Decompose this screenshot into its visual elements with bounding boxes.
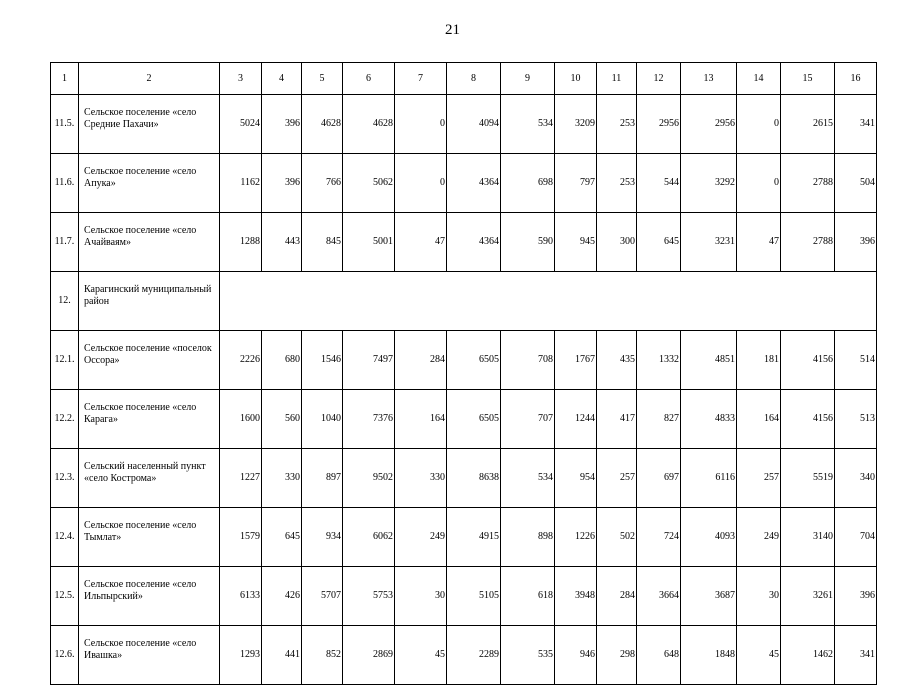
table-cell: 341 bbox=[835, 95, 877, 154]
table-cell: 2289 bbox=[447, 626, 501, 685]
table-cell: 47 bbox=[395, 213, 447, 272]
header-row bbox=[51, 63, 877, 95]
row-number: 12.6. bbox=[51, 626, 79, 685]
row-name: Сельское поселение «село Средние Пахачи» bbox=[79, 95, 220, 154]
table-cell: 3231 bbox=[681, 213, 737, 272]
column-header: 11 bbox=[597, 63, 637, 95]
table-cell: 5062 bbox=[343, 154, 395, 213]
table-cell: 4915 bbox=[447, 508, 501, 567]
table-cell: 30 bbox=[737, 567, 781, 626]
table-cell: 9502 bbox=[343, 449, 395, 508]
column-header: 5 bbox=[302, 63, 343, 95]
table-cell: 797 bbox=[555, 154, 597, 213]
column-header: 15 bbox=[781, 63, 835, 95]
column-header: 3 bbox=[220, 63, 262, 95]
table-cell: 1332 bbox=[637, 331, 681, 390]
table-cell: 4628 bbox=[302, 95, 343, 154]
table-cell: 2956 bbox=[637, 95, 681, 154]
table-cell: 704 bbox=[835, 508, 877, 567]
row-number: 12.5. bbox=[51, 567, 79, 626]
table-row bbox=[51, 449, 877, 508]
table-cell: 1546 bbox=[302, 331, 343, 390]
row-name: Сельское поселение «село Карага» bbox=[79, 390, 220, 449]
table-cell: 724 bbox=[637, 508, 681, 567]
table-cell: 4156 bbox=[781, 331, 835, 390]
table-cell: 4833 bbox=[681, 390, 737, 449]
table-cell: 1162 bbox=[220, 154, 262, 213]
table-cell: 897 bbox=[302, 449, 343, 508]
table-cell: 766 bbox=[302, 154, 343, 213]
table-cell: 2226 bbox=[220, 331, 262, 390]
table-cell: 1288 bbox=[220, 213, 262, 272]
table-cell: 618 bbox=[501, 567, 555, 626]
table-cell: 1579 bbox=[220, 508, 262, 567]
table-cell: 4628 bbox=[343, 95, 395, 154]
table-cell: 954 bbox=[555, 449, 597, 508]
table-cell: 504 bbox=[835, 154, 877, 213]
column-header: 1 bbox=[51, 63, 79, 95]
table-cell: 396 bbox=[262, 154, 302, 213]
table-cell: 396 bbox=[262, 95, 302, 154]
row-name: Сельское поселение «село Ачайваям» bbox=[79, 213, 220, 272]
table-cell: 3209 bbox=[555, 95, 597, 154]
table-cell: 257 bbox=[737, 449, 781, 508]
table-cell: 707 bbox=[501, 390, 555, 449]
table-cell: 2956 bbox=[681, 95, 737, 154]
row-name: Сельское поселение «поселок Оссора» bbox=[79, 331, 220, 390]
table-cell: 560 bbox=[262, 390, 302, 449]
table-cell: 300 bbox=[597, 213, 637, 272]
table-cell: 340 bbox=[835, 449, 877, 508]
row-number: 11.7. bbox=[51, 213, 79, 272]
table-cell: 2788 bbox=[781, 213, 835, 272]
table-cell: 698 bbox=[501, 154, 555, 213]
column-header: 7 bbox=[395, 63, 447, 95]
table-cell: 4093 bbox=[681, 508, 737, 567]
table-cell: 396 bbox=[835, 213, 877, 272]
table-cell: 5707 bbox=[302, 567, 343, 626]
table-cell: 827 bbox=[637, 390, 681, 449]
column-header: 2 bbox=[79, 63, 220, 95]
table-cell: 5001 bbox=[343, 213, 395, 272]
table-cell: 708 bbox=[501, 331, 555, 390]
table-cell: 284 bbox=[395, 331, 447, 390]
table-cell: 502 bbox=[597, 508, 637, 567]
table-cell: 4364 bbox=[447, 154, 501, 213]
table-cell: 45 bbox=[737, 626, 781, 685]
table-cell: 697 bbox=[637, 449, 681, 508]
table-cell: 4156 bbox=[781, 390, 835, 449]
table-cell: 645 bbox=[262, 508, 302, 567]
table-cell: 6505 bbox=[447, 390, 501, 449]
table-cell: 30 bbox=[395, 567, 447, 626]
row-number: 12.3. bbox=[51, 449, 79, 508]
table-cell: 298 bbox=[597, 626, 637, 685]
table-cell: 0 bbox=[737, 154, 781, 213]
column-header: 12 bbox=[637, 63, 681, 95]
row-number: 11.6. bbox=[51, 154, 79, 213]
table-cell: 164 bbox=[395, 390, 447, 449]
table-row bbox=[51, 508, 877, 567]
table-cell: 1293 bbox=[220, 626, 262, 685]
table-cell: 1226 bbox=[555, 508, 597, 567]
table-cell: 341 bbox=[835, 626, 877, 685]
table-row bbox=[51, 213, 877, 272]
row-name: Сельское поселение «село Ивашка» bbox=[79, 626, 220, 685]
table-cell: 257 bbox=[597, 449, 637, 508]
table-cell: 2869 bbox=[343, 626, 395, 685]
table-cell: 0 bbox=[395, 154, 447, 213]
table-cell: 443 bbox=[262, 213, 302, 272]
column-header: 6 bbox=[343, 63, 395, 95]
row-name: Карагинский муниципальный район bbox=[79, 272, 220, 331]
table-cell: 0 bbox=[395, 95, 447, 154]
table-cell: 5519 bbox=[781, 449, 835, 508]
row-number: 12.1. bbox=[51, 331, 79, 390]
table-cell: 253 bbox=[597, 95, 637, 154]
table-cell: 544 bbox=[637, 154, 681, 213]
data-table bbox=[50, 62, 877, 685]
table-cell: 435 bbox=[597, 331, 637, 390]
table-cell: 2615 bbox=[781, 95, 835, 154]
table-cell: 7376 bbox=[343, 390, 395, 449]
table-row bbox=[51, 331, 877, 390]
table-cell: 0 bbox=[737, 95, 781, 154]
column-header: 9 bbox=[501, 63, 555, 95]
column-header: 10 bbox=[555, 63, 597, 95]
table-cell: 6116 bbox=[681, 449, 737, 508]
table-cell: 5753 bbox=[343, 567, 395, 626]
column-header: 14 bbox=[737, 63, 781, 95]
table-cell: 845 bbox=[302, 213, 343, 272]
row-number: 12.2. bbox=[51, 390, 79, 449]
table-cell: 6505 bbox=[447, 331, 501, 390]
table-cell: 164 bbox=[737, 390, 781, 449]
row-number: 12.4. bbox=[51, 508, 79, 567]
table-row bbox=[51, 567, 877, 626]
table-row bbox=[51, 626, 877, 685]
table-cell: 1462 bbox=[781, 626, 835, 685]
row-name: Сельское поселение «село Ильпырский» bbox=[79, 567, 220, 626]
table-cell: 441 bbox=[262, 626, 302, 685]
table-cell: 852 bbox=[302, 626, 343, 685]
table-cell: 5024 bbox=[220, 95, 262, 154]
table-cell: 898 bbox=[501, 508, 555, 567]
table-cell: 417 bbox=[597, 390, 637, 449]
table-cell: 249 bbox=[737, 508, 781, 567]
row-name: Сельское поселение «село Тымлат» bbox=[79, 508, 220, 567]
table-cell: 514 bbox=[835, 331, 877, 390]
table-cell: 4094 bbox=[447, 95, 501, 154]
table-cell: 945 bbox=[555, 213, 597, 272]
table-cell: 1600 bbox=[220, 390, 262, 449]
table-cell: 45 bbox=[395, 626, 447, 685]
empty-cell bbox=[220, 272, 877, 331]
table-row bbox=[51, 272, 877, 331]
table-cell: 396 bbox=[835, 567, 877, 626]
table-cell: 3292 bbox=[681, 154, 737, 213]
table-cell: 2788 bbox=[781, 154, 835, 213]
table-cell: 6062 bbox=[343, 508, 395, 567]
table-cell: 1227 bbox=[220, 449, 262, 508]
table-cell: 3140 bbox=[781, 508, 835, 567]
table-cell: 1040 bbox=[302, 390, 343, 449]
table-cell: 7497 bbox=[343, 331, 395, 390]
column-header: 13 bbox=[681, 63, 737, 95]
row-name: Сельское поселение «село Апука» bbox=[79, 154, 220, 213]
table-cell: 3664 bbox=[637, 567, 681, 626]
page-number: 21 bbox=[445, 22, 460, 38]
row-number: 11.5. bbox=[51, 95, 79, 154]
table-cell: 590 bbox=[501, 213, 555, 272]
table-cell: 946 bbox=[555, 626, 597, 685]
table-cell: 1767 bbox=[555, 331, 597, 390]
table-cell: 680 bbox=[262, 331, 302, 390]
column-header: 4 bbox=[262, 63, 302, 95]
table-cell: 181 bbox=[737, 331, 781, 390]
table-cell: 535 bbox=[501, 626, 555, 685]
table-cell: 284 bbox=[597, 567, 637, 626]
table-cell: 1848 bbox=[681, 626, 737, 685]
table-cell: 426 bbox=[262, 567, 302, 626]
table-cell: 330 bbox=[262, 449, 302, 508]
column-header: 8 bbox=[447, 63, 501, 95]
table-cell: 934 bbox=[302, 508, 343, 567]
table-cell: 645 bbox=[637, 213, 681, 272]
table-cell: 5105 bbox=[447, 567, 501, 626]
row-name: Сельский населенный пункт «село Кострома» bbox=[79, 449, 220, 508]
table-cell: 4851 bbox=[681, 331, 737, 390]
table-cell: 513 bbox=[835, 390, 877, 449]
table-row bbox=[51, 154, 877, 213]
column-header: 16 bbox=[835, 63, 877, 95]
table-cell: 3948 bbox=[555, 567, 597, 626]
table-cell: 249 bbox=[395, 508, 447, 567]
table-cell: 47 bbox=[737, 213, 781, 272]
table-cell: 3261 bbox=[781, 567, 835, 626]
table-cell: 330 bbox=[395, 449, 447, 508]
table-cell: 3687 bbox=[681, 567, 737, 626]
table-row bbox=[51, 95, 877, 154]
table-cell: 8638 bbox=[447, 449, 501, 508]
table-cell: 4364 bbox=[447, 213, 501, 272]
table-cell: 534 bbox=[501, 449, 555, 508]
row-number: 12. bbox=[51, 272, 79, 331]
table-cell: 648 bbox=[637, 626, 681, 685]
table-row bbox=[51, 390, 877, 449]
table-cell: 6133 bbox=[220, 567, 262, 626]
table-cell: 1244 bbox=[555, 390, 597, 449]
table-cell: 253 bbox=[597, 154, 637, 213]
table-cell: 534 bbox=[501, 95, 555, 154]
